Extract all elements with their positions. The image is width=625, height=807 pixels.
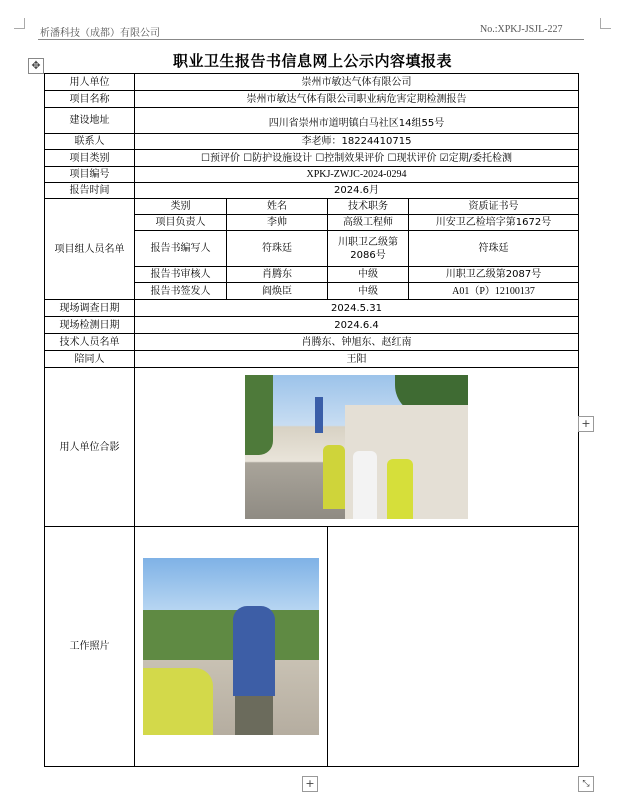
project-no-value[interactable]: XPKJ-ZWJC-2024-0294 [135,167,579,183]
team-header-row [45,199,579,215]
header-company: 析潘科技（成都）有限公司 [40,28,160,39]
person-shape [353,451,377,519]
row-survey-date [45,300,579,317]
project-name-value[interactable]: 崇州市敏达气体有限公司职业病危害定期检测报告 [135,91,579,108]
header-rule [38,39,584,40]
team-header: 类别 [135,199,227,215]
person-shape [323,445,345,509]
team-cell[interactable]: 符珠廷 [227,231,328,267]
category-option[interactable]: ☐控制效果评价 [315,152,385,164]
contact-value[interactable]: 李老师：18224410715 [135,134,579,150]
escort-label: 陪同人 [45,351,135,368]
checkbox-icon: ☐ [315,152,325,164]
team-cell[interactable]: 阎焕臣 [227,283,328,300]
work-photo-label: 工作照片 [45,527,135,767]
row-category [45,150,579,167]
team-label: 项目组人员名单 [45,199,135,300]
employer-value[interactable]: 崇州市敏达气体有限公司 [135,74,579,91]
header-doc-number: No.:XPKJ-JSJL-227 [480,24,563,35]
address-label: 建设地址 [45,108,135,134]
project-no-label: 项目编号 [45,167,135,183]
work-photo-cell-2[interactable] [328,527,579,767]
category-label: 项目类别 [45,150,135,167]
project-name-label: 项目名称 [45,91,135,108]
worker-shape [233,606,275,696]
work-photo-image[interactable] [143,558,319,735]
report-time-value[interactable]: 2024.6月 [135,183,579,199]
team-cell[interactable]: 符珠廷 [409,231,579,267]
test-date-label: 现场检测日期 [45,317,135,334]
team-header: 资质证书号 [409,199,579,215]
employer-label: 用人单位 [45,74,135,91]
team-cell[interactable]: 项目负责人 [135,215,227,231]
corner-mark-right [600,18,611,29]
add-row-icon[interactable]: + [302,776,318,792]
team-header: 技术职务 [328,199,409,215]
group-photo-cell[interactable] [135,368,579,527]
row-escort [45,351,579,368]
team-cell[interactable]: 川职卫乙级第2087号 [409,267,579,283]
escort-value[interactable]: 王阳 [135,351,579,368]
team-cell[interactable]: 川职卫乙级第2086号 [328,231,409,267]
survey-date-value[interactable]: 2024.5.31 [135,300,579,317]
worker-legs-shape [235,696,273,735]
row-report-time [45,183,579,199]
person-shape [387,459,413,519]
add-column-icon[interactable]: + [578,416,594,432]
work-photo-cell-1[interactable] [135,527,328,767]
tree-shape [245,375,273,455]
trees-shape [143,610,319,660]
group-photo-image[interactable] [245,375,468,519]
checkbox-checked-icon: ☑ [439,152,449,164]
team-cell[interactable]: 报告书签发人 [135,283,227,300]
survey-date-label: 现场调查日期 [45,300,135,317]
row-employer [45,74,579,91]
row-contact [45,134,579,150]
report-time-label: 报告时间 [45,183,135,199]
team-cell[interactable]: A01（P）12100137 [409,283,579,300]
team-cell[interactable]: 中级 [328,267,409,283]
category-option[interactable]: ☑定期/委托检测 [439,152,512,164]
team-cell[interactable]: 高级工程师 [328,215,409,231]
group-photo-label: 用人单位合影 [45,368,135,527]
resize-corner-icon[interactable]: ⤡ [578,776,594,792]
team-cell[interactable]: 报告书编写人 [135,231,227,267]
checkbox-icon: ☐ [201,152,210,164]
team-cell[interactable]: 李帅 [227,215,328,231]
category-options [135,150,579,167]
category-option[interactable]: ☐防护设施设计 [243,152,313,164]
technicians-label: 技术人员名单 [45,334,135,351]
row-project-no [45,167,579,183]
checkbox-icon: ☐ [243,152,253,164]
sign-shape [315,397,323,433]
contact-label: 联系人 [45,134,135,150]
team-header: 姓名 [227,199,328,215]
row-group-photo [45,368,579,527]
info-table [44,73,579,767]
row-project-name [45,91,579,108]
checkbox-icon: ☐ [387,152,397,164]
row-technicians [45,334,579,351]
team-cell[interactable]: 报告书审核人 [135,267,227,283]
worker-vest-shape [143,668,213,735]
address-value[interactable]: 四川省崇州市道明镇白马社区14组55号 [135,108,579,134]
corner-mark-left [14,18,25,29]
team-cell[interactable]: 中级 [328,283,409,300]
page-title: 职业卫生报告书信息网上公示内容填报表 [172,52,452,70]
row-test-date [45,317,579,334]
row-work-photo [45,527,579,767]
team-cell[interactable]: 肖腾东 [227,267,328,283]
technicians-value[interactable]: 肖腾东、钟旭东、赵红南 [135,334,579,351]
test-date-value[interactable]: 2024.6.4 [135,317,579,334]
table-move-icon[interactable]: ✥ [28,58,44,74]
row-address [45,108,579,134]
category-option[interactable]: ☐现状评价 [387,152,437,164]
category-option[interactable]: ☐预评价 [201,152,240,164]
team-cell[interactable]: 川安卫乙检培字第1672号 [409,215,579,231]
